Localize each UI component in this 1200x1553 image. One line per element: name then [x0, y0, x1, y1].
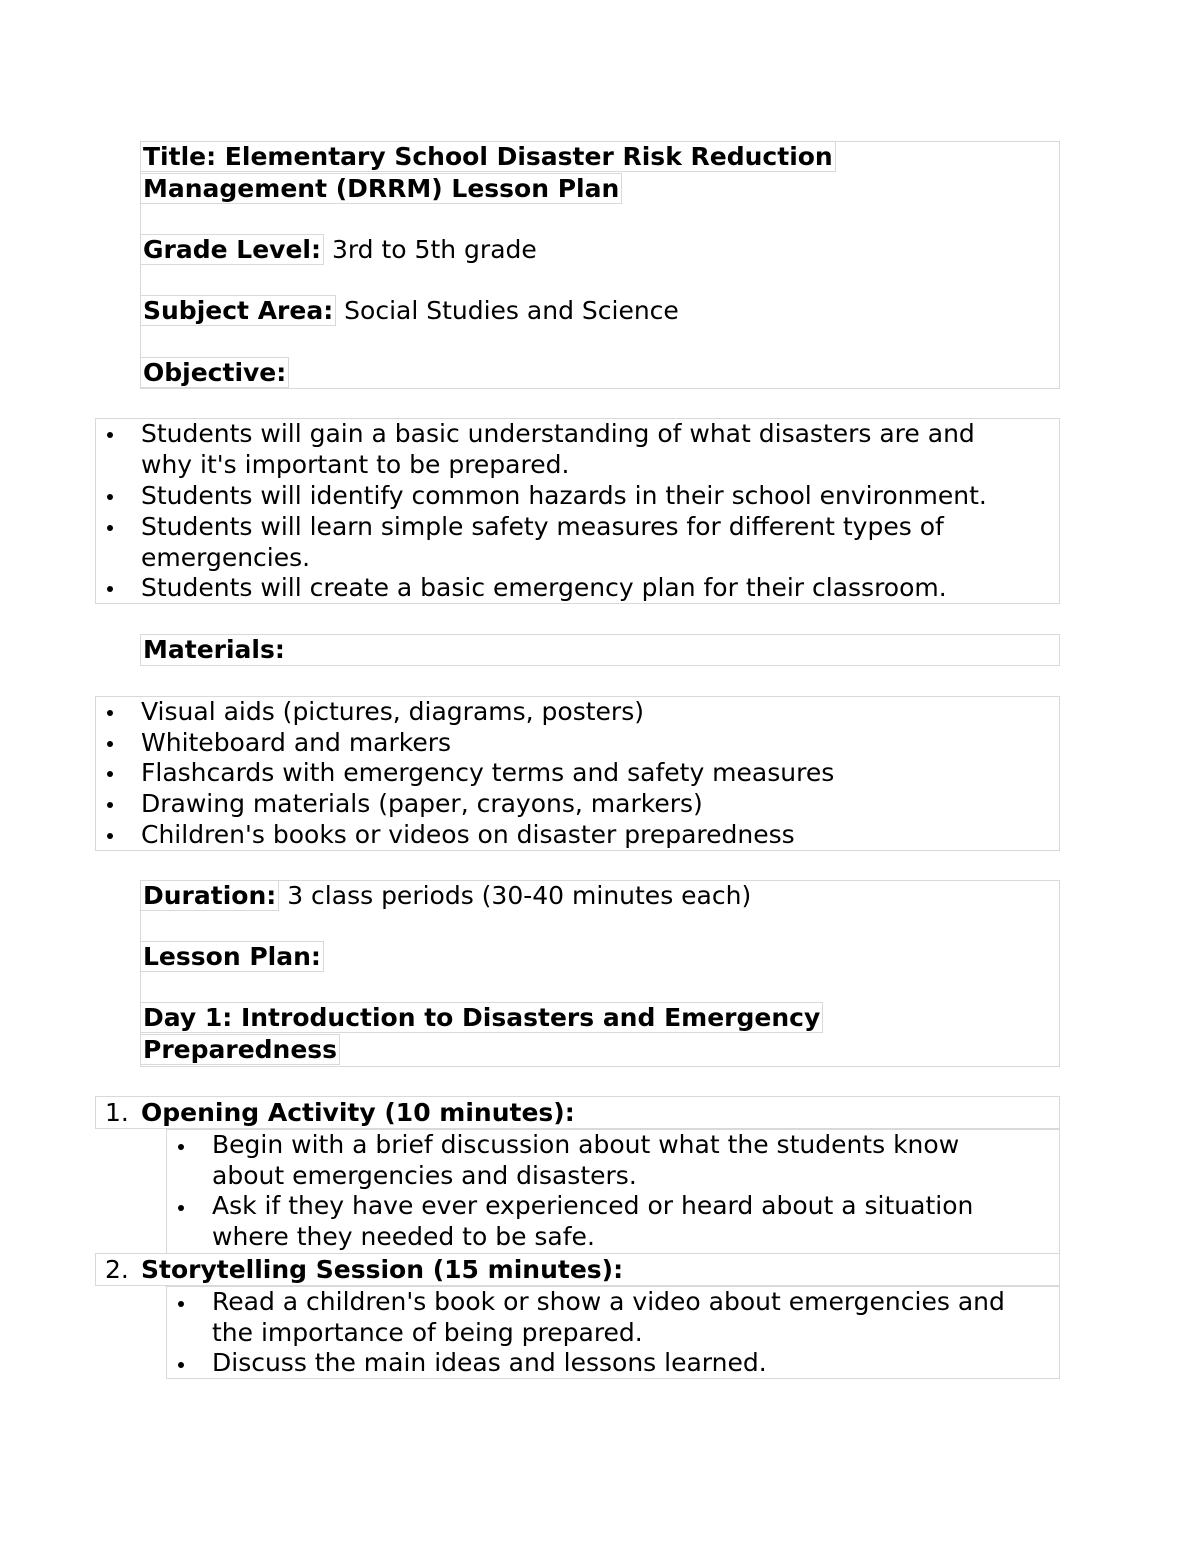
list-item: Students will learn simple safety measures for different types of	[141, 512, 944, 541]
bullet-dot	[107, 833, 113, 839]
day1-heading-line-1: Day 1: Introduction to Disasters and Emergency	[143, 1002, 823, 1034]
bullet-dot	[107, 802, 113, 808]
bullet-dot	[178, 1301, 184, 1307]
doc-title-line-1: Title: Elementary School Disaster Risk Reduction	[143, 141, 836, 173]
list-item: Discuss the main ideas and lessons learned.	[212, 1348, 767, 1377]
step-title: Opening Activity (10 minutes):	[141, 1098, 575, 1127]
bullet-dot	[107, 494, 113, 500]
bullet-dot	[107, 432, 113, 438]
subject-area-value: Social Studies and Science	[344, 296, 679, 325]
step-title: Storytelling Session (15 minutes):	[141, 1255, 624, 1284]
list-item-continuation: why it's important to be prepared.	[141, 450, 570, 479]
bullet-dot	[107, 771, 113, 777]
list-item: Begin with a brief discussion about what the students know	[212, 1130, 960, 1159]
list-item-continuation: about emergencies and disasters.	[212, 1161, 637, 1190]
list-item: Children's books or videos on disaster preparedness	[141, 820, 795, 849]
bullet-dot	[107, 710, 113, 716]
lesson-plan-heading: Lesson Plan:	[143, 941, 324, 973]
list-item: Students will create a basic emergency plan for their classroom.	[141, 573, 947, 602]
subject-area-label: Subject Area:	[140, 295, 336, 326]
grade-level-label: Grade Level:	[140, 234, 324, 265]
bullet-dot	[107, 741, 113, 747]
grade-level-value: 3rd to 5th grade	[331, 235, 537, 264]
list-item: Visual aids (pictures, diagrams, posters)	[141, 697, 644, 726]
list-item: Students will gain a basic understanding of what disasters are and	[141, 419, 975, 448]
list-item: Read a children's book or show a video about emergencies and	[212, 1287, 1005, 1316]
grade-level	[143, 234, 537, 266]
duration	[143, 880, 751, 912]
bullet-dot	[178, 1362, 184, 1368]
list-item-continuation: emergencies.	[141, 543, 311, 572]
duration-value: 3 class periods (30-40 minutes each)	[287, 881, 752, 910]
doc-title-line-2: Management (DRRM) Lesson Plan	[143, 173, 622, 205]
bullet-dot	[107, 586, 113, 592]
step-number: 2.	[105, 1255, 129, 1284]
list-item-continuation: where they needed to be safe.	[212, 1222, 595, 1251]
list-item: Drawing materials (paper, crayons, markers)	[141, 789, 703, 818]
step-number: 1.	[105, 1098, 129, 1127]
subject-area	[143, 295, 679, 327]
list-item-continuation: the importance of being prepared.	[212, 1318, 643, 1347]
list-item: Students will identify common hazards in their school environment.	[141, 481, 987, 510]
list-item: Whiteboard and markers	[141, 728, 452, 757]
list-item: Ask if they have ever experienced or heard about a situation	[212, 1191, 974, 1220]
list-item: Flashcards with emergency terms and safety measures	[141, 758, 835, 787]
bullet-dot	[178, 1144, 184, 1150]
day1-heading-line-2: Preparedness	[143, 1034, 340, 1066]
bullet-dot	[107, 525, 113, 531]
bullet-dot	[178, 1205, 184, 1211]
objective-heading: Objective:	[143, 357, 289, 389]
materials-heading: Materials:	[143, 635, 285, 664]
duration-label: Duration:	[140, 880, 279, 911]
